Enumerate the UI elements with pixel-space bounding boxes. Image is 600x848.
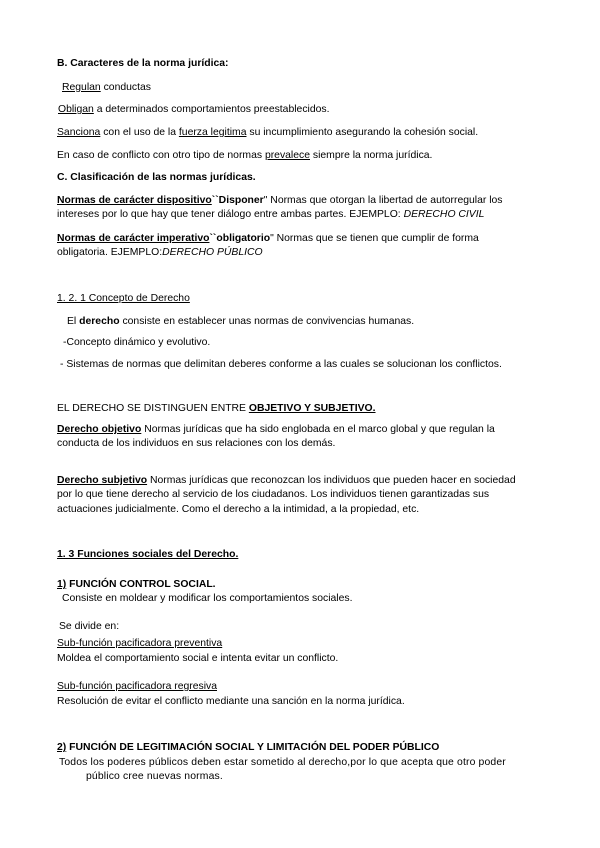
paragraph-objetivo-line2: conducta de los individuos en sus relaciones con los demás. [57,438,336,449]
paragraph-dispositivo-line1: Normas de carácter dispositivo``Disponer" Normas que otorgan la libertad de autorregular los [57,195,503,206]
paragraph-subjetivo-line1: Derecho subjetivo Normas jurídicas que reconozcan los individuos que pueden hacer en sociedad [57,475,516,486]
subfuncion-preventiva-desc: Moldea el comportamiento social e intenta evitar un conflicto. [57,653,339,664]
section-title-clasificacion: C. Clasificación de las normas jurídicas. [57,172,256,183]
paragraph-imperativo-line2: obligatoria. EJEMPLO:DERECHO PÚBLICO [57,247,263,258]
subfuncion-preventiva-title: Sub-función pacificadora preventiva [57,638,223,649]
funcion-2-desc-line2: público cree nuevas normas. [86,771,223,782]
list-item-conflicto: En caso de conflicto con otro tipo de normas prevalece siempre la norma jurídica. [57,150,433,161]
section-title-concepto: 1. 2. 1 Concepto de Derecho [57,293,190,304]
list-item-sanciona: Sanciona con el uso de la fuerza legitima su incumplimiento asegurando la cohesión social. [57,127,479,138]
paragraph-subjetivo-line2: por lo que tiene derecho al servicio de los ciudadanos. Los individuos tienen garantizadas sus [57,489,490,500]
subfuncion-regresiva-desc: Resolución de evitar el conflicto mediante una sanción en la norma jurídica. [57,696,405,707]
funcion-2-desc-line1: Todos los poderes públicos deben estar sometido al derecho,por lo que acepta que otro poder [59,757,506,768]
funcion-1-divide: Se divide en: [59,621,120,632]
concepto-line2: -Concepto dinámico y evolutivo. [63,337,211,348]
concepto-line3: - Sistemas de normas que delimitan deberes conforme a las cuales se solucionan los conflictos. [60,359,502,370]
distincion-heading: EL DERECHO SE DISTINGUEN ENTRE OBJETIVO Y SUBJETIVO. [57,403,376,414]
list-item-regulan: Regulan conductas [62,82,151,93]
section-title-caracteres: B. Caracteres de la norma jurídica: [57,58,229,69]
funcion-2-title: 2) FUNCIÓN DE LEGITIMACIÓN SOCIAL Y LIMITACIÓN DEL PODER PÚBLICO [57,742,440,753]
paragraph-imperativo-line1: Normas de carácter imperativo``obligatorio" Normas que se tienen que cumplir de forma [57,233,479,244]
concepto-line1: El derecho consiste en establecer unas normas de convivencias humanas. [67,316,415,327]
funcion-1-desc: Consiste en moldear y modificar los comportamientos sociales. [62,593,353,604]
paragraph-objetivo-line1: Derecho objetivo Normas jurídicas que ha sido englobada en el marco global y que regulan la [57,424,495,435]
funcion-1-title: 1) FUNCIÓN CONTROL SOCIAL. [57,579,216,590]
list-item-obligan: Obligan a determinados comportamientos preestablecidos. [58,104,330,115]
subfuncion-regresiva-title: Sub-función pacificadora regresiva [57,681,217,692]
section-title-funciones: 1. 3 Funciones sociales del Derecho. [57,549,239,560]
paragraph-dispositivo-line2: intereses por lo que hay que tener diálogo entre ambas partes. EJEMPLO: DERECHO CIVIL [57,209,485,220]
paragraph-subjetivo-line3: actuaciones judicialmente. Como el derecho a la intimidad, a la propiedad, etc. [57,504,420,515]
